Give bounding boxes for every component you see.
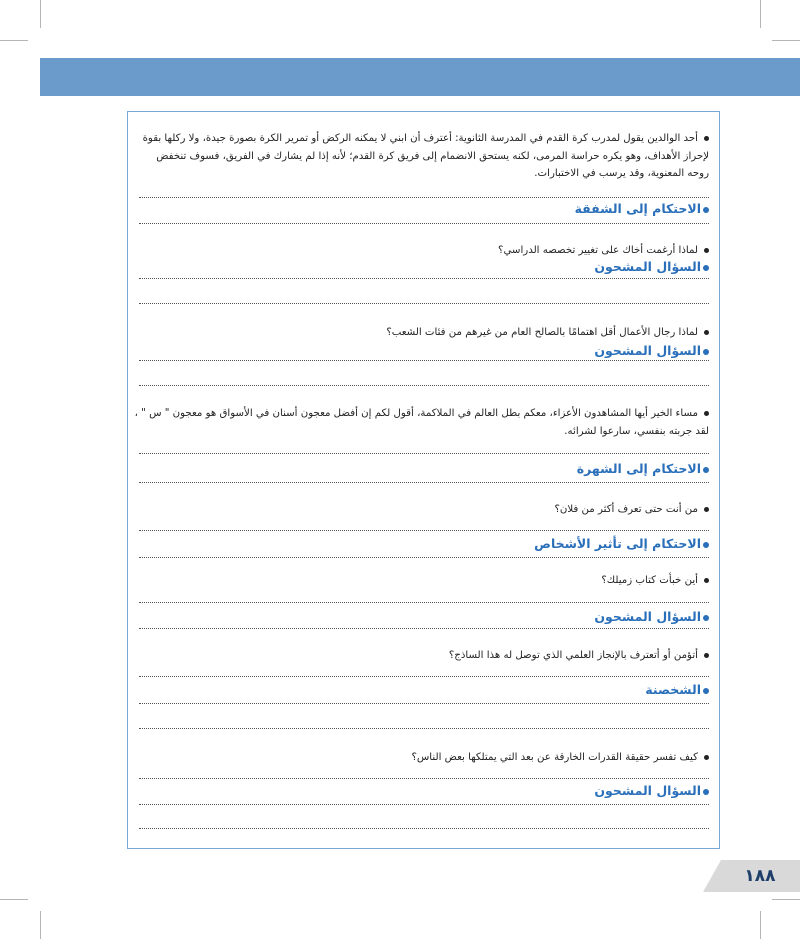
answer-line [139,627,709,629]
question-text: لماذا رجال الأعمال أقل اهتمامًا بالصالح العام من غيرهم من فئات الشعب؟ [386,327,698,338]
bullet-icon [704,653,709,658]
crop-mark [772,899,800,900]
answer-2 [594,259,709,274]
answer-text: الشخصنة [645,682,701,697]
bullet-icon [704,411,709,416]
bullet-icon [703,789,709,795]
answer-text: السؤال المشحون [594,259,701,274]
bullet-icon [703,265,709,271]
crop-mark [772,40,800,41]
question-8 [137,749,709,767]
question-text: أتؤمن أو أتعترف بالإنجاز العلمي الذي توصل له هذا الساذج؟ [448,650,698,661]
question-3 [137,324,709,342]
bullet-icon [704,578,709,583]
question-2 [137,242,709,260]
question-text: كيف تفسر حقيقة القدرات الخارقة عن بعد التي يمتلكها بعض الناس؟ [411,752,698,763]
answer-line [139,803,709,805]
answer-line [139,827,709,829]
crop-mark [0,899,28,900]
answer-line [139,452,709,454]
question-4 [119,405,709,440]
answer-line [139,481,709,483]
bullet-icon [703,467,709,473]
answer-line [139,702,709,704]
exercise-frame [127,111,720,849]
answer-line [139,277,709,279]
crop-mark [760,911,761,939]
answer-3 [594,343,709,358]
bullet-icon [703,615,709,621]
question-1 [137,130,709,183]
question-text: أحد الوالدين يقول لمدرب كرة القدم في المدرسة الثانوية: أعترف أن ابني لا يمكنه الركض أو تمرير الكرة بصورة جيدة، ولا ركلها بقوة لإحراز الأهداف، وهو يكره حراسة المرمى، لكنه يستحق الانضمام إلى فريق كرة القدم؛ لأنه إذا لم يشارك في الفريق، فسوف تنخفض روحه المعنوية، وقد يرسب في الاختبارات. [142,133,709,179]
crop-mark [40,0,41,28]
answer-7 [645,682,709,697]
answer-text: السؤال المشحون [594,343,701,358]
question-text: أين خبأت كتاب زميلك؟ [601,575,698,586]
question-7 [137,647,709,665]
answer-text: الاحتكام إلى الشهرة [576,461,701,476]
answer-text: السؤال المشحون [594,609,701,624]
answer-text: الاحتكام إلى الشفقة [574,201,701,216]
answer-line [139,359,709,361]
bullet-icon [704,248,709,253]
crop-mark [760,0,761,28]
answer-line [139,384,709,386]
answer-line [139,302,709,304]
answer-4 [577,461,709,476]
answer-text: الاحتكام إلى تأثير الأشخاص [534,536,701,551]
answer-line [139,196,709,198]
crop-mark [0,40,28,41]
answer-line [139,556,709,558]
header-band [40,58,800,96]
answer-line [139,601,709,603]
bullet-icon [704,136,709,141]
answer-1 [575,201,709,216]
bullet-icon [703,542,709,548]
question-5 [137,501,709,519]
bullet-icon [703,207,709,213]
answer-line [139,777,709,779]
answer-text: السؤال المشحون [594,783,701,798]
question-text: لماذا أرغمت أخاك على تغيير تخصصه الدراسي؟ [498,245,698,256]
answer-line [139,222,709,224]
bullet-icon [703,688,709,694]
answer-line [139,727,709,729]
question-6 [137,572,709,590]
bullet-icon [703,349,709,355]
question-text: من أنت حتى تعرف أكثر من فلان؟ [554,504,698,515]
question-text: مساء الخير أيها المشاهدون الأعزاء، معكم بطل العالم في الملاكمة، أقول لكم إن أفضل معجون أسنان في الأسواق هو معجون " س " ، لقد جربته بنفسي، سارعوا لشرائه. [134,408,709,437]
page-number: ١٨٨ [744,866,776,886]
bullet-icon [704,507,709,512]
crop-mark [40,911,41,939]
answer-8 [594,783,709,798]
answer-6 [594,609,709,624]
answer-5 [534,536,709,551]
answer-line [139,529,709,531]
bullet-icon [704,755,709,760]
answer-line [139,675,709,677]
bullet-icon [704,330,709,335]
